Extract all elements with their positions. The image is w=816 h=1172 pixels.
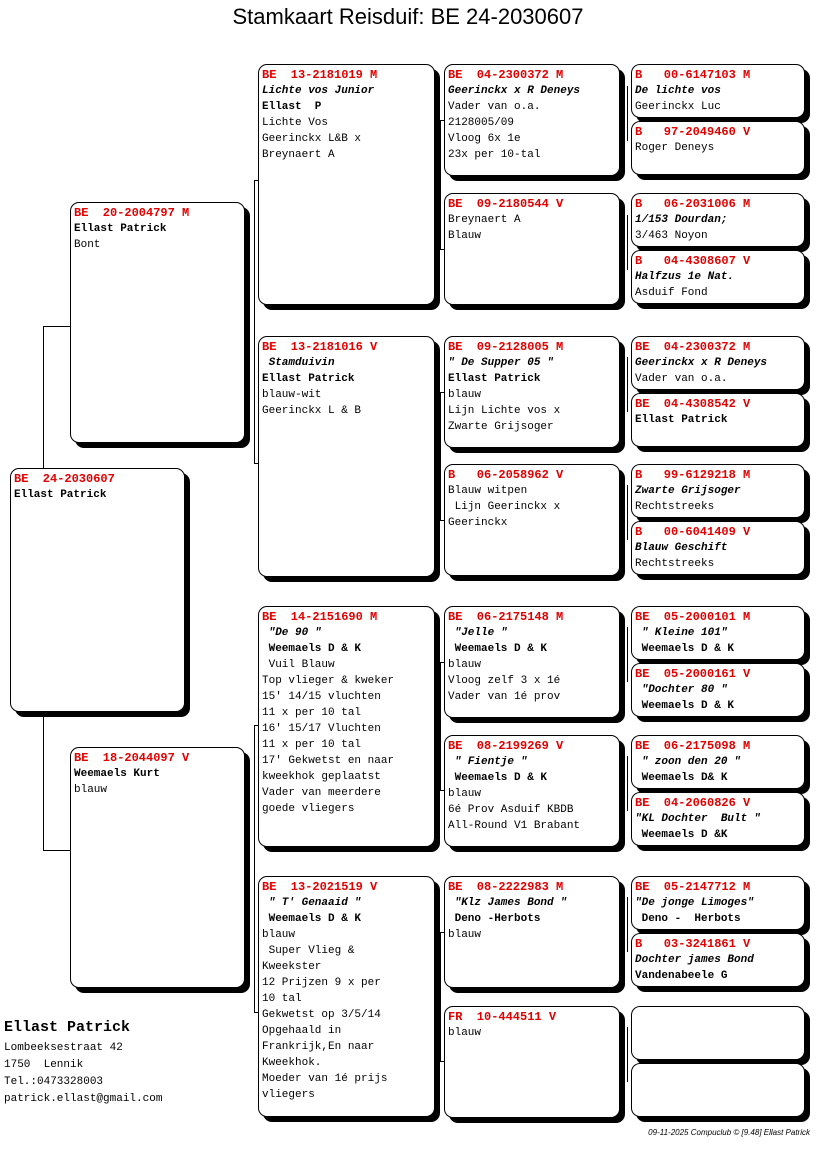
info-line: Vader van o.a.	[635, 373, 728, 385]
ring-number: B 97-2049460 V	[635, 125, 751, 139]
grandfather-paternal-card	[258, 64, 435, 305]
ancestor-card	[631, 606, 805, 660]
info-line: Weemaels D & K	[262, 643, 362, 655]
info-line: Ellast Patrick	[14, 489, 107, 501]
ancestor-card	[631, 250, 805, 304]
owner-info	[4, 1018, 162, 1108]
info-line: 17' Gekwetst en naar	[262, 755, 395, 767]
info-line: Vader van 1é prov	[448, 691, 561, 703]
info-line: blauw-wit	[262, 389, 322, 401]
info-line: Weemaels Kurt	[74, 768, 160, 780]
ring-number: B 06-2031006 M	[635, 197, 751, 211]
info-line: 6é Prov Asduif KBDB	[448, 804, 574, 816]
info-line: goede vliegers	[262, 803, 355, 815]
info-line: "Klz James Bond "	[448, 897, 567, 909]
info-line: 1/153 Dourdan;	[635, 214, 728, 226]
ring-number: BE 04-2300372 M	[635, 340, 751, 354]
ring-number: BE 04-4308542 V	[635, 397, 751, 411]
ancestor-card	[631, 735, 805, 789]
info-line: kweekhok geplaatst	[262, 771, 381, 783]
info-line: "De jonge Limoges"	[635, 897, 754, 909]
ring-number: BE 08-2222983 M	[448, 880, 564, 894]
mother-card	[70, 747, 245, 988]
info-line: Geerinckx x R Deneys	[635, 357, 768, 369]
info-line: Deno -Herbots	[448, 913, 541, 925]
info-line: "Jelle "	[448, 627, 508, 639]
info-line: Gekwetst op 3/5/14	[262, 1009, 381, 1021]
info-line: Vader van meerdere	[262, 787, 381, 799]
info-line: All-Round V1 Brabant	[448, 820, 581, 832]
owner-phone: Tel.:0473328003	[4, 1076, 104, 1088]
info-line: " Fientje "	[448, 756, 528, 768]
info-line: 12 Prijzen 9 x per	[262, 977, 381, 989]
info-line: 3/463 Noyon	[635, 230, 708, 242]
info-line: " De Supper 05 "	[448, 357, 554, 369]
info-line: Ellast Patrick	[635, 414, 728, 426]
info-line: Weemaels D& K	[635, 772, 728, 784]
info-line: De lichte vos	[635, 85, 721, 97]
ring-number: BE 14-2151690 M	[262, 610, 378, 624]
info-line: Stamduivin	[262, 357, 335, 369]
info-line: Vloog 6x 1e	[448, 133, 521, 145]
ancestor-card	[631, 464, 805, 518]
info-line: Vader van o.a.	[448, 101, 541, 113]
info-line: Kweekhok.	[262, 1057, 322, 1069]
info-line: Geerinckx	[448, 517, 508, 529]
info-line: Geerinckx Luc	[635, 101, 721, 113]
ancestor-card	[631, 393, 805, 447]
ring-number: BE 09-2180544 V	[448, 197, 564, 211]
empty-ancestor-card	[631, 1063, 805, 1117]
ring-number: B 04-4308607 V	[635, 254, 751, 268]
info-line: blauw	[448, 389, 482, 401]
ring-number: BE 08-2199269 V	[448, 739, 564, 753]
subject-pigeon-card	[10, 468, 185, 712]
ancestor-card	[444, 735, 620, 847]
info-line: blauw	[74, 784, 108, 796]
info-line: 10 tal	[262, 993, 302, 1005]
info-line: Lijn Geerinckx x	[448, 501, 561, 513]
info-line: Ellast Patrick	[74, 223, 167, 235]
grandfather-maternal-card	[258, 606, 435, 847]
ancestor-card	[631, 876, 805, 930]
info-line: Breynaert A	[262, 149, 335, 161]
ancestor-card	[444, 64, 620, 176]
info-line: Blauw Geschift	[635, 542, 728, 554]
info-line: Weemaels D & K	[448, 643, 548, 655]
info-line: Vloog zelf 3 x 1é	[448, 675, 561, 687]
info-line: 2128005/09	[448, 117, 515, 129]
info-line: Ellast Patrick	[448, 373, 541, 385]
owner-city: 1750 Lennik	[4, 1059, 84, 1071]
info-line: Lichte vos Junior	[262, 85, 375, 97]
info-line: Geerinckx L & B	[262, 405, 362, 417]
ring-number: BE 06-2175098 M	[635, 739, 751, 753]
ancestor-card	[444, 606, 620, 718]
info-line: Zwarte Grijsoger	[635, 485, 741, 497]
info-line: Roger Deneys	[635, 142, 715, 154]
info-line: blauw	[448, 929, 482, 941]
ring-number: BE 13-2181019 M	[262, 68, 378, 82]
info-line: Weemaels D & K	[262, 913, 362, 925]
info-line: vliegers	[262, 1089, 315, 1101]
ring-number: BE 05-2147712 M	[635, 880, 751, 894]
ring-number: BE 20-2004797 M	[74, 206, 190, 220]
ring-number: FR 10-444511 V	[448, 1010, 557, 1024]
ring-number: BE 09-2128005 M	[448, 340, 564, 354]
info-line: 23x per 10-tal	[448, 149, 541, 161]
info-line: Deno - Herbots	[635, 913, 741, 925]
info-line: blauw	[262, 929, 296, 941]
ring-number: B 00-6041409 V	[635, 525, 751, 539]
info-line: Vandenabeele G	[635, 970, 728, 982]
info-line: Ellast P	[262, 101, 322, 113]
info-line: blauw	[448, 788, 482, 800]
info-line: " Kleine 101"	[635, 627, 728, 639]
ancestor-card	[631, 792, 805, 846]
info-line: 11 x per 10 tal	[262, 739, 362, 751]
empty-ancestor-card	[631, 1006, 805, 1060]
info-line: Breynaert A	[448, 214, 521, 226]
info-line: blauw	[448, 659, 482, 671]
info-line: blauw	[448, 1027, 482, 1039]
father-card	[70, 202, 245, 443]
ancestor-card	[631, 121, 805, 175]
info-line: " T' Genaaid "	[262, 897, 362, 909]
ancestor-card	[444, 464, 620, 576]
info-line: Moeder van 1é prijs	[262, 1073, 388, 1085]
ancestor-card	[631, 64, 805, 118]
info-line: Blauw witpen	[448, 485, 528, 497]
info-line: Weemaels D & K	[635, 643, 735, 655]
info-line: Asduif Fond	[635, 287, 708, 299]
ancestor-card	[444, 1006, 620, 1118]
ancestor-card	[444, 336, 620, 448]
info-line: Blauw	[448, 230, 482, 242]
ring-number: B 00-6147103 M	[635, 68, 751, 82]
ring-number: BE 05-2000101 M	[635, 610, 751, 624]
info-line: Kweekster	[262, 961, 322, 973]
info-line: Rechtstreeks	[635, 558, 715, 570]
info-line: Frankrijk,En naar	[262, 1041, 375, 1053]
info-line: " zoon den 20 "	[635, 756, 741, 768]
info-line: 11 x per 10 tal	[262, 707, 362, 719]
ancestor-card	[631, 521, 805, 575]
info-line: Super Vlieg &	[262, 945, 355, 957]
ancestor-card	[631, 933, 805, 987]
info-line: 15' 14/15 vluchten	[262, 691, 381, 703]
ring-number: BE 06-2175148 M	[448, 610, 564, 624]
info-line: Zwarte Grijsoger	[448, 421, 554, 433]
ring-number: BE 18-2044097 V	[74, 751, 190, 765]
ring-number: B 06-2058962 V	[448, 468, 564, 482]
ring-number: BE 13-2181016 V	[262, 340, 378, 354]
owner-name: Ellast Patrick	[4, 1019, 131, 1036]
info-line: "KL Dochter Bult "	[635, 813, 761, 825]
grandmother-paternal-card	[258, 336, 435, 577]
info-line: Dochter james Bond	[635, 954, 754, 966]
ring-number: BE 13-2021519 V	[262, 880, 378, 894]
ring-number: BE 05-2000161 V	[635, 667, 751, 681]
ancestor-card	[631, 663, 805, 717]
ancestor-card	[631, 193, 805, 247]
owner-street: Lombeeksestraat 42	[4, 1042, 123, 1054]
info-line: Vuil Blauw	[262, 659, 335, 671]
info-line: Opgehaald in	[262, 1025, 342, 1037]
info-line: Rechtstreeks	[635, 501, 715, 513]
ring-number: B 99-6129218 M	[635, 468, 751, 482]
ring-number: B 03-3241861 V	[635, 937, 751, 951]
info-line: "Dochter 80 "	[635, 684, 728, 696]
owner-email: patrick.ellast@gmail.com	[4, 1093, 163, 1105]
info-line: "De 90 "	[262, 627, 322, 639]
info-line: Weemaels D &K	[635, 829, 728, 841]
ancestor-card	[444, 876, 620, 988]
info-line: Bont	[74, 239, 101, 251]
ancestor-card	[444, 193, 620, 305]
info-line: Weemaels D & K	[448, 772, 548, 784]
ancestor-card	[631, 336, 805, 390]
info-line: 16' 15/17 Vluchten	[262, 723, 381, 735]
ring-number: BE 24-2030607	[14, 472, 115, 486]
ring-number: BE 04-2060826 V	[635, 796, 751, 810]
info-line: Top vlieger & kweker	[262, 675, 395, 687]
info-line: Ellast Patrick	[262, 373, 355, 385]
info-line: Geerinckx L&B x	[262, 133, 362, 145]
info-line: Weemaels D & K	[635, 700, 735, 712]
footer-credit: 09-11-2025 Compuclub © [9.48] Ellast Patrick	[648, 1128, 810, 1137]
grandmother-maternal-card	[258, 876, 435, 1117]
page-title: Stamkaart Reisduif: BE 24-2030607	[232, 4, 584, 29]
info-line: Lijn Lichte vos x	[448, 405, 561, 417]
info-line: Lichte Vos	[262, 117, 329, 129]
info-line: Geerinckx x R Deneys	[448, 85, 581, 97]
info-line: Halfzus 1e Nat.	[635, 271, 735, 283]
ring-number: BE 04-2300372 M	[448, 68, 564, 82]
